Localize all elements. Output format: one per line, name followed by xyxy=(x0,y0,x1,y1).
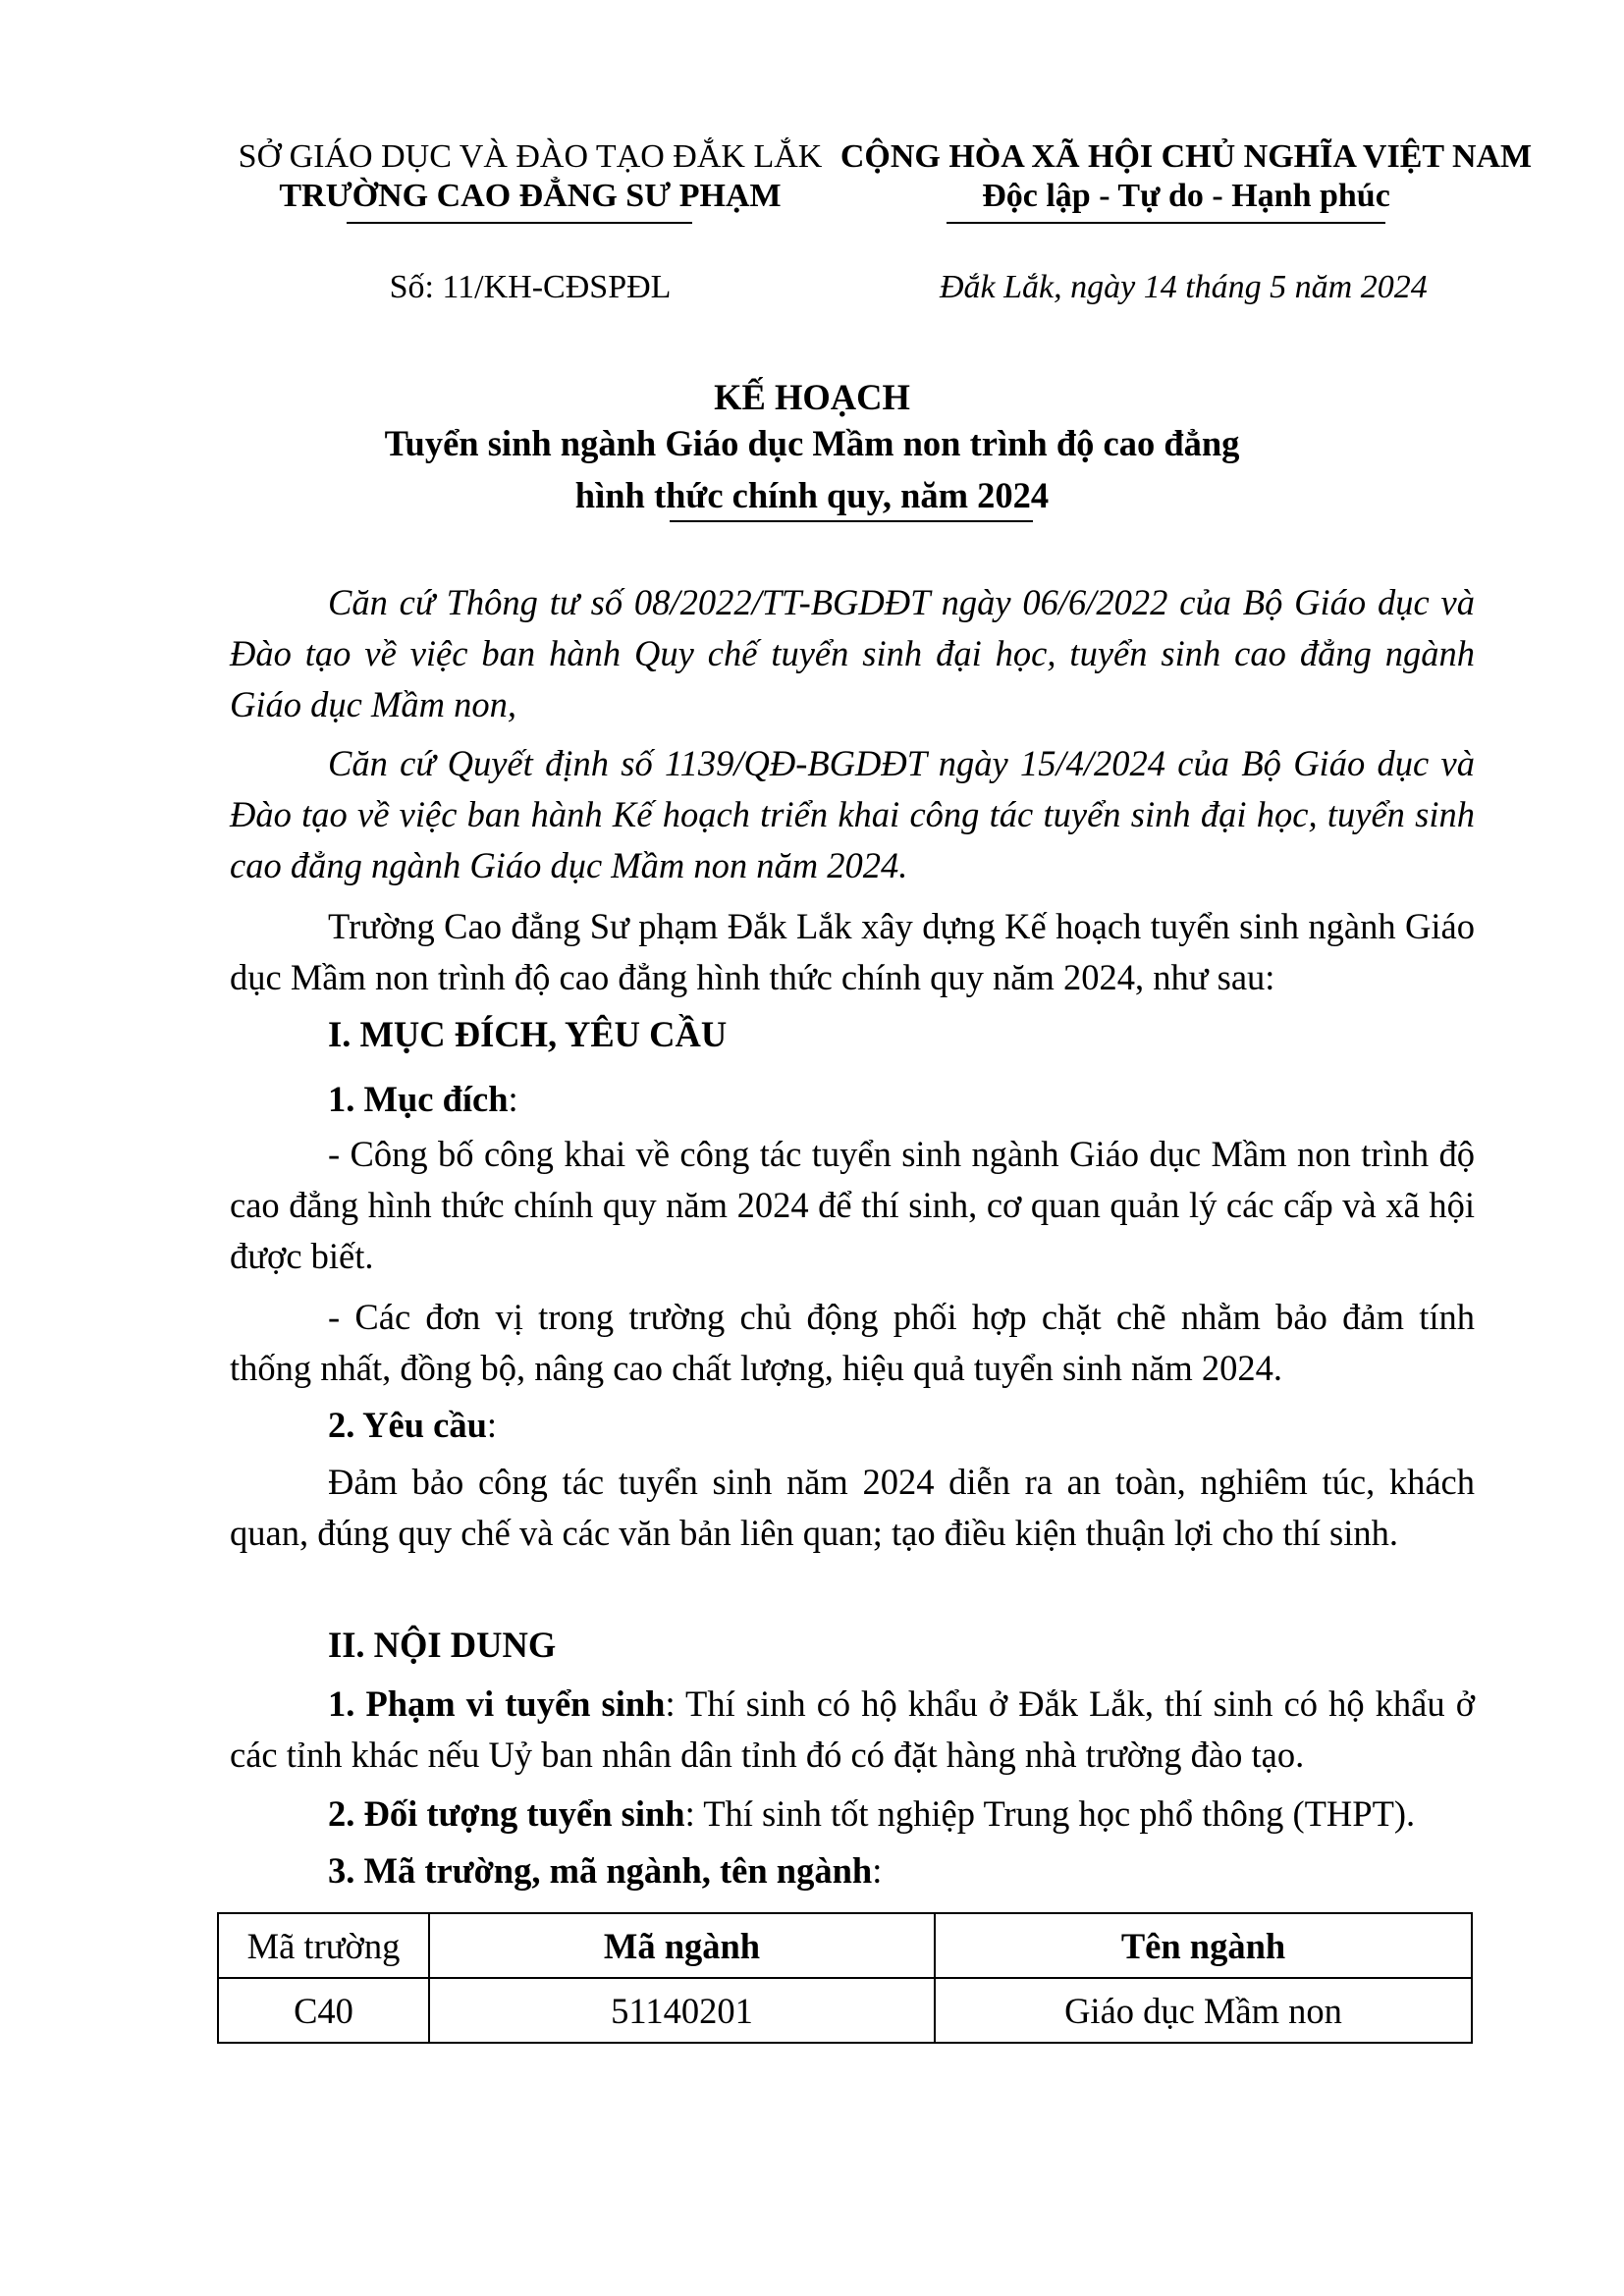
codes-heading-line xyxy=(328,1845,882,1896)
requirement-heading: 2. Yêu cầu xyxy=(328,1405,487,1445)
codes-colon: : xyxy=(872,1850,883,1891)
scope-text: : Thí sinh có hộ khẩu ở Đắk Lắk, thí sinh có hộ khẩu ở các tỉnh khác nếu Uỷ ban nhân dân tỉnh đó có đặt hàng nhà trường đào tạo. xyxy=(230,1683,1475,1775)
table-row xyxy=(218,1978,1472,2043)
left-header-rule xyxy=(347,222,692,224)
cell-major-name: Giáo dục Mầm non xyxy=(935,1978,1472,2043)
country-name: CỘNG HÒA XÃ HỘI CHỦ NGHĨA VIỆT NAM xyxy=(839,138,1533,175)
document-title: KẾ HOẠCH xyxy=(714,377,910,417)
date-place: Đắk Lắk, ngày 14 tháng 5 năm 2024 xyxy=(940,269,1428,305)
requirement-colon: : xyxy=(486,1405,498,1445)
intro-paragraph: Trường Cao đẳng Sư phạm Đắk Lắk xây dựng Kế hoạch tuyển sinh ngành Giáo dục Mầm non trình độ cao đẳng hình thức chính quy năm 2024, như sau: xyxy=(230,906,1475,997)
target-text: : Thí sinh tốt nghiệp Trung học phổ thông (THPT). xyxy=(684,1793,1416,1834)
codes-heading: 3. Mã trường, mã ngành, tên ngành xyxy=(328,1850,873,1891)
purpose-item-2: - Các đơn vị trong trường chủ động phối hợp chặt chẽ nhằm bảo đảm tính thống nhất, đồng bộ, nâng cao chất lượng, hiệu quả tuyển sinh năm 2024. xyxy=(230,1297,1475,1388)
purpose-colon: : xyxy=(508,1079,518,1119)
cell-school-code: C40 xyxy=(218,1978,429,2043)
header-major-code: Mã ngành xyxy=(429,1913,935,1978)
target-label: 2. Đối tượng tuyển sinh xyxy=(328,1793,685,1834)
document-number: Số: 11/KH-CĐSPĐL xyxy=(389,269,672,305)
table-header-row xyxy=(218,1913,1472,1978)
requirement-heading-line xyxy=(328,1400,497,1451)
basis-paragraph-1: Căn cứ Thông tư số 08/2022/TT-BGDĐT ngày 06/6/2022 của Bộ Giáo dục và Đào tạo về việc ban hành Quy chế tuyển sinh đại học, tuyển sinh cao đẳng ngành Giáo dục Mầm non, xyxy=(230,582,1475,724)
document-subtitle-line2: hình thức chính quy, năm 2024 xyxy=(574,475,1050,515)
codes-table xyxy=(217,1912,1473,2044)
section-1-heading: I. MỤC ĐÍCH, YÊU CẦU xyxy=(328,1014,728,1054)
header-major-name: Tên ngành xyxy=(935,1913,1472,1978)
purpose-heading-line xyxy=(328,1074,518,1125)
section-2-heading: II. NỘI DUNG xyxy=(328,1625,557,1665)
target-paragraph xyxy=(328,1789,1415,1840)
scope-paragraph xyxy=(230,1679,1475,1781)
title-rule xyxy=(670,520,1033,522)
basis-paragraph-2: Căn cứ Quyết định số 1139/QĐ-BGDĐT ngày 15/4/2024 của Bộ Giáo dục và Đào tạo về việc ban hành Kế hoạch triển khai công tác tuyển sinh đại học, tuyển sinh cao đẳng ngành Giáo dục Mầm non năm 2024. xyxy=(230,743,1475,885)
cell-major-code: 51140201 xyxy=(429,1978,935,2043)
scope-label: 1. Phạm vi tuyển sinh xyxy=(328,1683,666,1724)
agency-name: SỞ GIÁO DỤC VÀ ĐÀO TẠO ĐẮK LẮK xyxy=(238,138,823,175)
motto: Độc lập - Tự do - Hạnh phúc xyxy=(982,178,1390,214)
right-header-rule xyxy=(947,222,1385,224)
document-subtitle-line1: Tuyển sinh ngành Giáo dục Mầm non trình độ cao đẳng xyxy=(384,423,1240,463)
requirement-paragraph: Đảm bảo công tác tuyển sinh năm 2024 diễn ra an toàn, nghiêm túc, khách quan, đúng quy chế và các văn bản liên quan; tạo điều kiện thuận lợi cho thí sinh. xyxy=(230,1462,1475,1553)
purpose-item-1: - Công bố công khai về công tác tuyển sinh ngành Giáo dục Mầm non trình độ cao đẳng hình thức chính quy năm 2024 để thí sinh, cơ quan quản lý các cấp và xã hội được biết. xyxy=(230,1134,1475,1276)
header-school-code: Mã trường xyxy=(218,1913,429,1978)
school-name: TRƯỜNG CAO ĐẲNG SƯ PHẠM xyxy=(279,178,782,214)
purpose-heading: 1. Mục đích xyxy=(328,1079,509,1119)
